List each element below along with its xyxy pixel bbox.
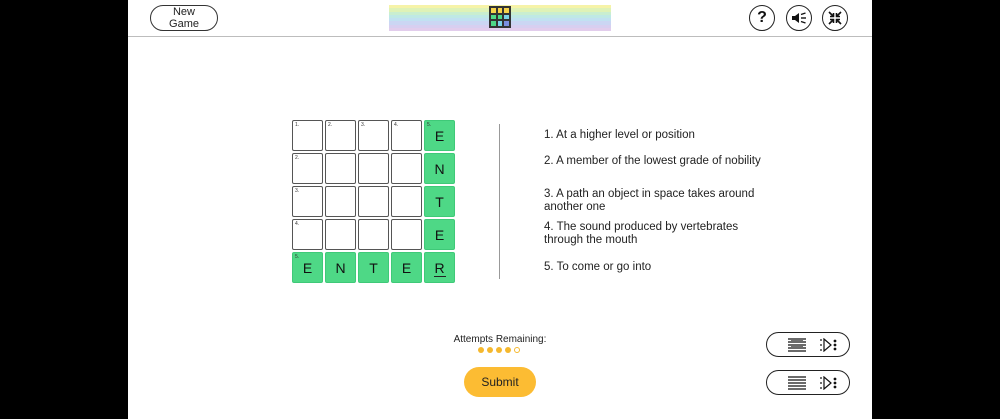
clue-3: 3. A path an object in space takes around another one: [544, 188, 755, 213]
grid-cell[interactable]: [424, 186, 455, 217]
attempt-dot-filled: [496, 347, 502, 353]
cell-letter: E: [302, 259, 313, 276]
cell-letter: N: [335, 259, 346, 276]
new-game-button[interactable]: New Game: [150, 5, 218, 31]
grid-cell[interactable]: [424, 252, 455, 283]
grid-cell[interactable]: [292, 219, 323, 250]
logo-grid-icon: [489, 6, 511, 28]
grid-cell[interactable]: [325, 252, 356, 283]
audio-clue-toggle-2[interactable]: [766, 370, 850, 395]
cell-number: 3.: [295, 188, 300, 194]
logo-stripe: [389, 28, 611, 31]
attempts-dots: [478, 347, 520, 355]
attempt-dot-filled: [505, 347, 511, 353]
grid-cell[interactable]: [358, 219, 389, 250]
cell-number: 5.: [427, 122, 432, 128]
exit-fullscreen-button[interactable]: [822, 5, 848, 31]
striped-lines-icon: [787, 338, 807, 352]
speaker-mute-icon: [791, 12, 807, 24]
cell-number: 4.: [295, 221, 300, 227]
clue-2: 2. A member of the lowest grade of nobility: [544, 155, 761, 167]
text-cursor: [434, 276, 446, 277]
mute-sound-button[interactable]: [786, 5, 812, 31]
grid-cell[interactable]: [325, 153, 356, 184]
grid-cell[interactable]: [358, 186, 389, 217]
clue-1: 1. At a higher level or position: [544, 129, 695, 141]
header: [128, 0, 872, 37]
cell-letter: E: [434, 127, 445, 144]
grid-cell[interactable]: [358, 252, 389, 283]
cell-number: 1.: [295, 122, 300, 128]
cell-number: 2.: [328, 122, 333, 128]
cell-letter: E: [401, 259, 412, 276]
grid-cell[interactable]: [391, 153, 422, 184]
cell-number: 5.: [295, 254, 300, 260]
grid-cell[interactable]: [391, 219, 422, 250]
grid-cell[interactable]: [391, 252, 422, 283]
cell-number: 4.: [394, 122, 399, 128]
audio-clue-toggle-1[interactable]: [766, 332, 850, 357]
cell-letter: R: [434, 259, 445, 276]
divider: [499, 124, 500, 279]
grid-cell[interactable]: [292, 186, 323, 217]
grid-cell[interactable]: [424, 153, 455, 184]
play-list-icon: [819, 338, 837, 352]
grid-cell[interactable]: [424, 219, 455, 250]
help-button[interactable]: ?: [749, 5, 775, 31]
grid-cell[interactable]: [424, 120, 455, 151]
attempts-label: Attempts Remaining:: [453, 334, 547, 345]
cell-letter: T: [435, 193, 444, 210]
clue-4: 4. The sound produced by vertebrates through the mouth: [544, 221, 739, 246]
cell-letter: E: [434, 226, 445, 243]
attempt-dot-filled: [478, 347, 484, 353]
collapse-arrows-icon: [828, 11, 842, 25]
grid-cell[interactable]: [292, 120, 323, 151]
grid-cell[interactable]: [292, 153, 323, 184]
grid-cell[interactable]: [358, 153, 389, 184]
submit-button[interactable]: Submit: [464, 367, 536, 397]
grid-cell[interactable]: [391, 186, 422, 217]
grid-cell[interactable]: [325, 219, 356, 250]
cell-number: 2.: [295, 155, 300, 161]
clue-5: 5. To come or go into: [544, 261, 652, 273]
cell-letter: T: [369, 259, 378, 276]
grid-cell[interactable]: [292, 252, 323, 283]
lines-icon: [787, 376, 807, 390]
cell-letter: N: [434, 160, 445, 177]
play-list-icon: [819, 376, 837, 390]
grid-cell[interactable]: [325, 120, 356, 151]
grid-cell[interactable]: [391, 120, 422, 151]
game-app: [128, 0, 872, 419]
attempt-dot-filled: [487, 347, 493, 353]
logo: [389, 5, 611, 31]
cell-number: 3.: [361, 122, 366, 128]
grid-cell[interactable]: [358, 120, 389, 151]
attempt-dot-empty: [514, 347, 520, 353]
grid-cell[interactable]: [325, 186, 356, 217]
